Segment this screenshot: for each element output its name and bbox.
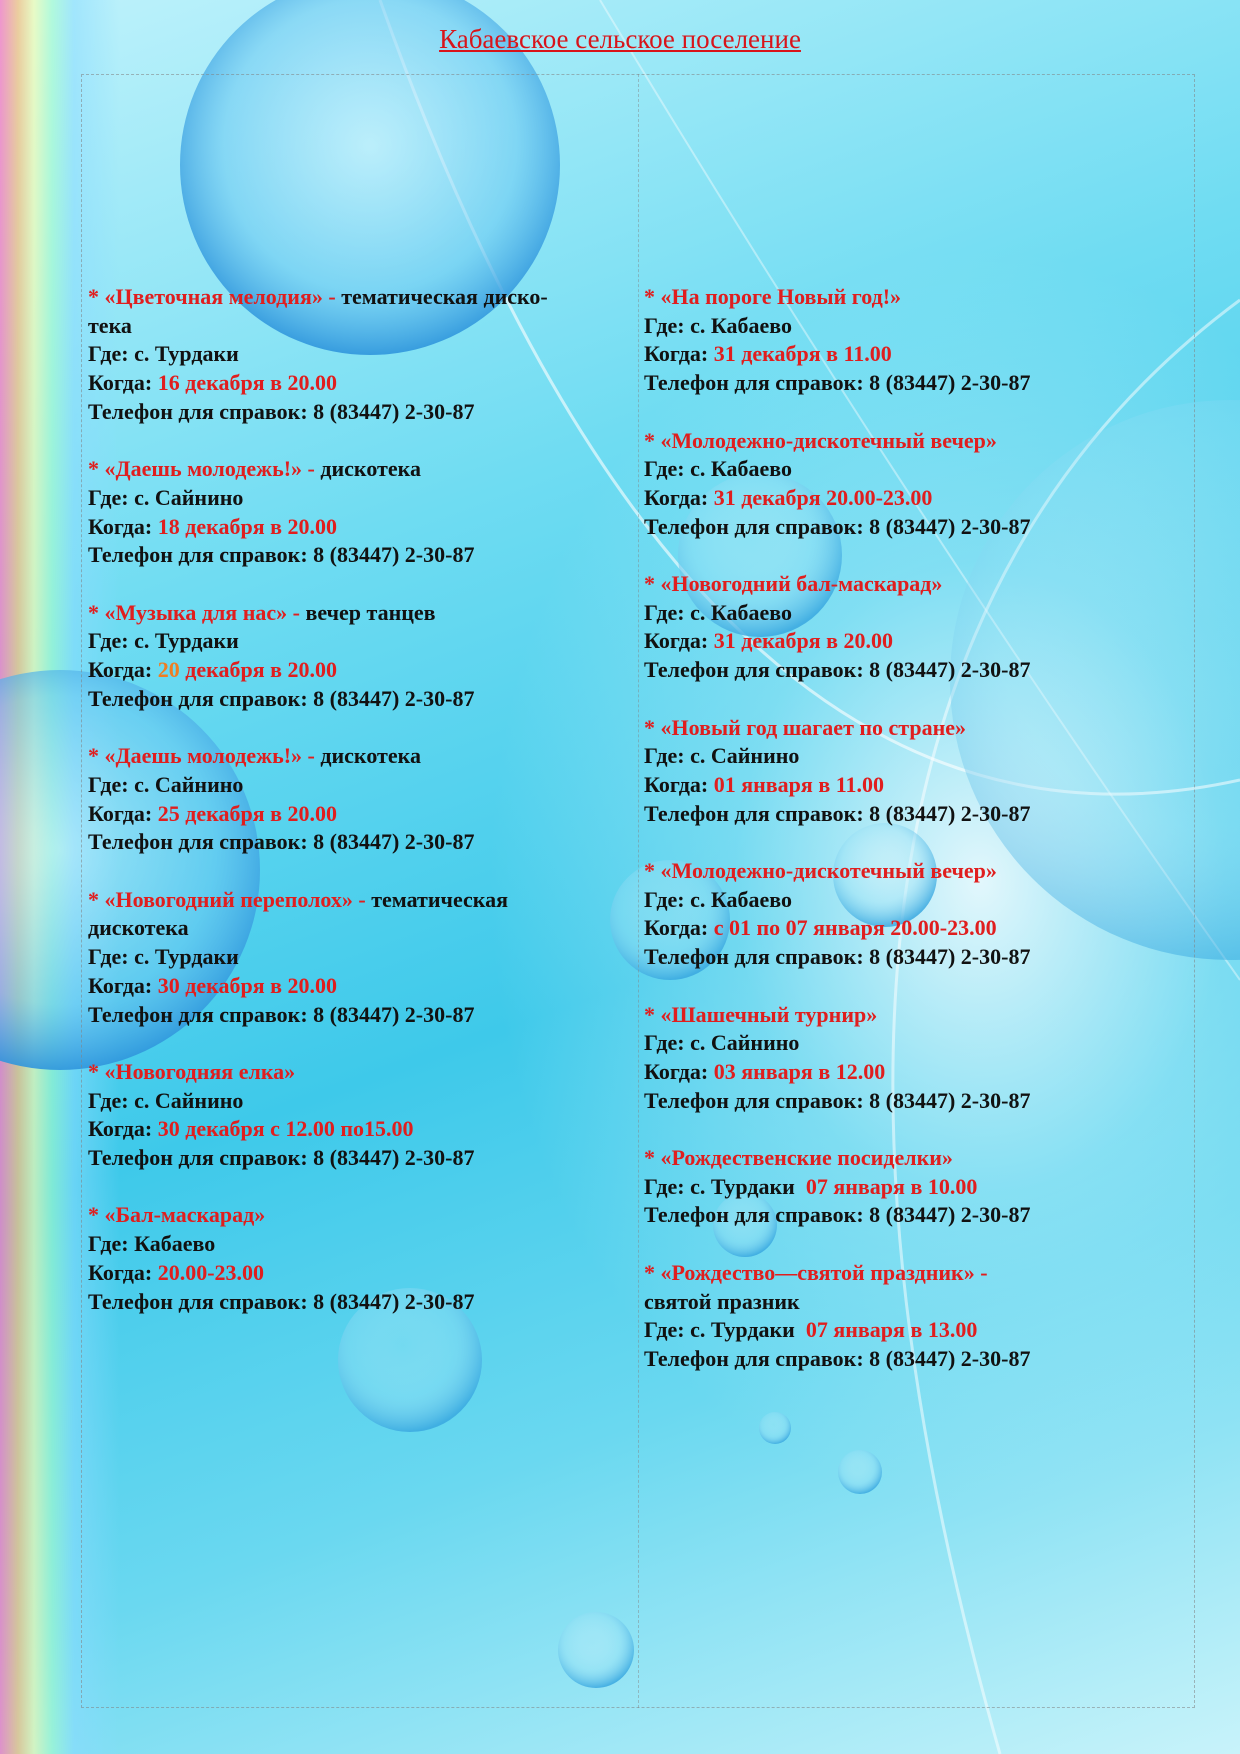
event-item: * «Шашечный турнир» Где: с. Сайнино Когда: 03 января в 12.00 Телефон для справок: 8 (83447) 2-30-87: [644, 1001, 1031, 1113]
left-column: [88, 283, 628, 1345]
event-item: * «На пороге Новый год!» Где: с. Кабаево Когда: 31 декабря в 11.00 Телефон для справок: 8 (83447) 2-30-87: [644, 284, 1031, 396]
event-type: тематическая диско-: [341, 284, 548, 309]
event-place: с. Турдаки: [134, 944, 239, 970]
event-phone: 8 (83447) 2-30-87: [313, 1145, 475, 1171]
event-phone: 8 (83447) 2-30-87: [869, 800, 1031, 826]
event-date: 18 декабря в 20.00: [157, 513, 337, 539]
event-item: * «Новый год шагает по стране» Где: с. Сайнино Когда: 01 января в 11.00 Телефон для справок: 8 (83447) 2-30-87: [644, 714, 1031, 826]
event-phone: 8 (83447) 2-30-87: [869, 657, 1031, 683]
event-name: * «Новый год шагает по стране»: [644, 714, 967, 740]
event-name: * «Молодежно-дискотечный вечер»: [644, 858, 997, 883]
event-phone: 8 (83447) 2-30-87: [869, 513, 1031, 539]
event-item: * «Рождество—святой праздник» - святой празник Где: с. Турдаки 07 января в 13.00 Телефон для справок: 8 (83447) 2-30-87: [644, 1259, 1184, 1374]
event-date: 20.00-23.00: [157, 1259, 265, 1285]
event-phone: 8 (83447) 2-30-87: [313, 829, 475, 855]
event-date: 30 декабря в 20.00: [157, 972, 337, 998]
page-title: Кабаевское сельское поселение: [439, 24, 801, 54]
event-item: * «Новогодняя елка» Где: с. Сайнино Когда: 30 декабря с 12.00 по15.00 Телефон для справок: 8 (83447) 2-30-87: [88, 1058, 475, 1171]
event-place: с. Кабаево: [690, 456, 792, 482]
event-name: * «Молодежно-дискотечный вечер»: [644, 427, 997, 453]
event-item: * «Новогодний переполох» - тематическая дискотека Где: с. Турдаки Когда: 30 декабря в 20.00 Телефон для справок: 8 (83447) 2-30-87: [88, 886, 628, 1030]
event-place: с. Турдаки: [134, 341, 239, 367]
event-name: * «Новогодняя елка»: [88, 1058, 296, 1084]
event-place: с. Кабаево: [690, 599, 792, 625]
event-type-cont: тека: [88, 312, 132, 338]
event-place: с. Турдаки: [690, 1317, 806, 1343]
event-name: * «Даешь молодежь!» -: [88, 743, 321, 769]
event-type: дискотека: [320, 743, 421, 769]
event-date: 01 января в 11.00: [713, 771, 884, 797]
event-phone: 8 (83447) 2-30-87: [869, 944, 1031, 970]
event-type-cont: дискотека: [88, 915, 189, 941]
event-date: 30 декабря с 12.00 по15.00: [157, 1116, 414, 1142]
event-phone: 8 (83447) 2-30-87: [313, 1288, 475, 1314]
event-place: Кабаево: [134, 1231, 216, 1257]
column-divider: [638, 74, 639, 1708]
event-item: * «Даешь молодежь!» - дискотека Где: с. Сайнино Когда: 18 декабря в 20.00 Телефон для справок: 8 (83447) 2-30-87: [88, 456, 475, 568]
event-phone: 8 (83447) 2-30-87: [869, 370, 1031, 396]
event-item: * «Бал-маскарад» Где: Кабаево Когда: 20.00-23.00 Телефон для справок: 8 (83447) 2-30-87: [88, 1202, 475, 1314]
event-type: вечер танцев: [305, 599, 436, 625]
event-name: * «Музыка для нас» -: [88, 599, 306, 625]
event-place: с. Сайнино: [134, 1087, 244, 1113]
event-phone: 8 (83447) 2-30-87: [869, 1202, 1031, 1228]
event-date: 16 декабря в 20.00: [157, 370, 337, 396]
event-name: * «Цветочная мелодия» -: [88, 284, 342, 309]
event-date: 07 января в 13.00: [805, 1317, 978, 1343]
event-type: святой празник: [644, 1288, 800, 1314]
event-name: * «Новогодний бал-маскарад»: [644, 571, 943, 596]
event-phone: 8 (83447) 2-30-87: [869, 1087, 1031, 1113]
event-place: с. Кабаево: [690, 312, 792, 338]
event-phone: 8 (83447) 2-30-87: [869, 1345, 1031, 1371]
event-phone: 8 (83447) 2-30-87: [313, 1001, 475, 1027]
event-name: * «На пороге Новый год!»: [644, 284, 902, 309]
right-column: [644, 283, 1184, 1402]
event-name: * «Бал-маскарад»: [88, 1202, 266, 1228]
event-name: * «Шашечный турнир»: [644, 1001, 878, 1027]
event-item: * «Рождественские посиделки» Где: с. Турдаки 07 января в 10.00 Телефон для справок: 8 (83447) 2-30-87: [644, 1145, 1031, 1228]
event-type: дискотека: [320, 456, 421, 482]
event-name: * «Рождество—святой праздник» -: [644, 1259, 988, 1285]
event-name: * «Новогодний переполох» -: [88, 886, 372, 912]
event-date: 25 декабря в 20.00: [157, 800, 337, 826]
event-place: с. Сайнино: [134, 484, 244, 510]
event-place: с. Турдаки: [690, 1173, 806, 1199]
event-date: декабря в 20.00: [179, 657, 337, 683]
event-item: * «Молодежно-дискотечный вечер» Где: с. Кабаево Когда: с 01 по 07 января 20.00-23.00 Телефон для справок: 8 (83447) 2-30-87: [644, 858, 1031, 970]
event-date: с 01 по 07 января 20.00-23.00: [713, 915, 997, 941]
event-date-day: 20: [157, 657, 180, 683]
event-date: 07 января в 10.00: [805, 1173, 978, 1199]
event-place: с. Сайнино: [134, 771, 244, 797]
event-phone: 8 (83447) 2-30-87: [313, 542, 475, 568]
event-name: * «Даешь молодежь!» -: [88, 456, 321, 482]
event-date: 31 декабря в 11.00: [713, 341, 892, 367]
event-date: 31 декабря 20.00-23.00: [713, 484, 933, 510]
event-place: с. Кабаево: [690, 886, 792, 912]
event-phone: 8 (83447) 2-30-87: [313, 685, 475, 711]
event-date: 03 января в 12.00: [713, 1058, 886, 1084]
event-phone: 8 (83447) 2-30-87: [313, 398, 475, 424]
event-item: * «Даешь молодежь!» - дискотека Где: с. Сайнино Когда: 25 декабря в 20.00 Телефон для справок: 8 (83447) 2-30-87: [88, 743, 475, 855]
event-item: * «Цветочная мелодия» - тематическая диско- тека Где: с. Турдаки Когда: 16 декабря в 20.00 Телефон для справок: 8 (83447) 2-30-87: [88, 283, 628, 427]
event-place: с. Сайнино: [690, 743, 800, 769]
event-place: с. Турдаки: [134, 628, 239, 654]
event-item: * «Молодежно-дискотечный вечер» Где: с. Кабаево Когда: 31 декабря 20.00-23.00 Телефон для справок: 8 (83447) 2-30-87: [644, 427, 1031, 539]
event-type: тематическая: [371, 886, 508, 912]
event-name: * «Рождественские посиделки»: [644, 1145, 953, 1170]
event-item: * «Новогодний бал-маскарад» Где: с. Кабаево Когда: 31 декабря в 20.00 Телефон для справок: 8 (83447) 2-30-87: [644, 571, 1031, 683]
event-place: с. Сайнино: [690, 1030, 800, 1056]
event-date: 31 декабря в 20.00: [713, 628, 893, 654]
event-item: * «Музыка для нас» - вечер танцев Где: с. Турдаки Когда: 20 декабря в 20.00 Телефон для справок: 8 (83447) 2-30-87: [88, 599, 475, 711]
